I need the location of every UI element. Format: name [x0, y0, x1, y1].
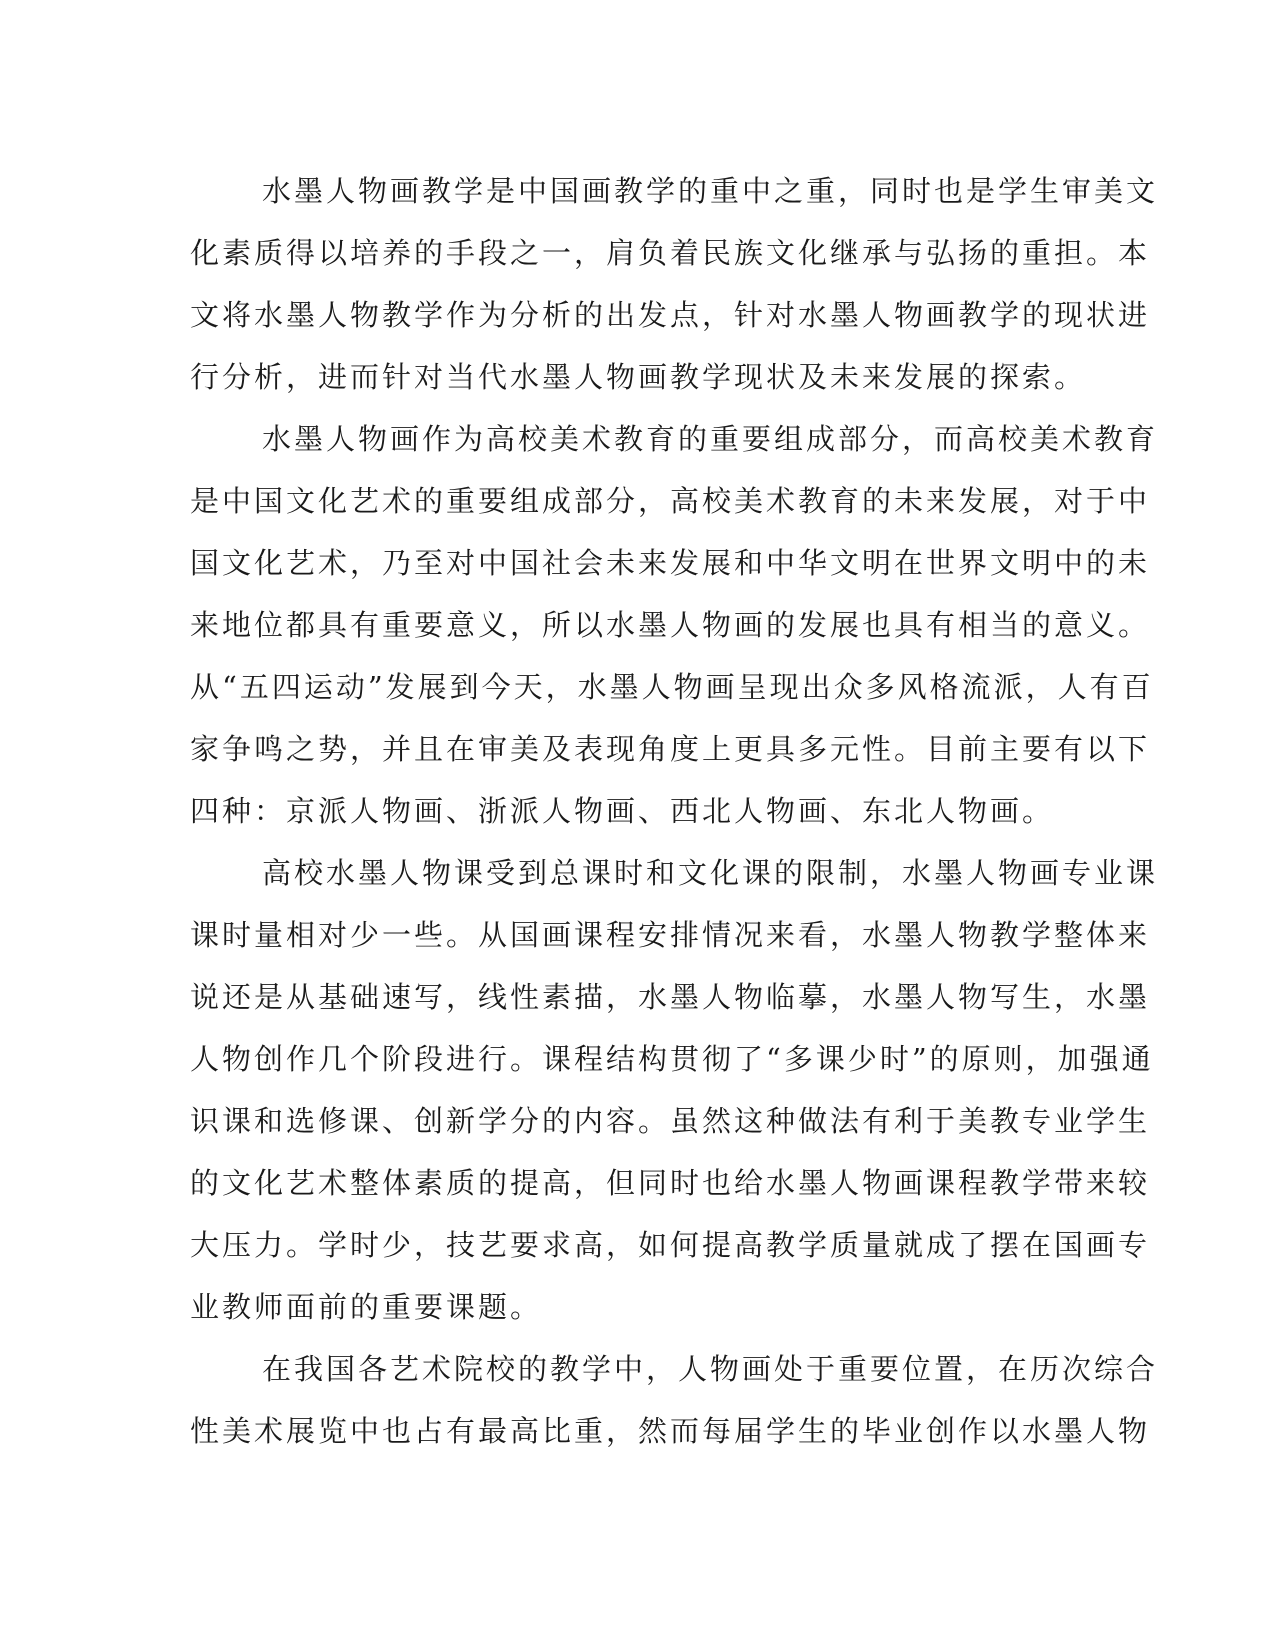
- text-line: 从“五四运动”发展到今天，水墨人物画呈现出众多风格流派，人有百: [190, 670, 1154, 704]
- text-line: 来地位都具有重要意义，所以水墨人物画的发展也具有相当的意义。: [190, 608, 1151, 642]
- text-line: 行分析，进而针对当代水墨人物画教学现状及未来发展的探索。: [190, 360, 1087, 394]
- paragraph-1: [190, 160, 1159, 408]
- text-line: 业教师面前的重要课题。: [190, 1290, 543, 1324]
- text-line: 高校水墨人物课受到总课时和文化课的限制，水墨人物画专业课: [262, 856, 1159, 890]
- paragraph-2: [190, 408, 1159, 842]
- text-line: 的文化艺术整体素质的提高，但同时也给水墨人物画课程教学带来较: [190, 1166, 1151, 1200]
- text-line: 家争鸣之势，并且在审美及表现角度上更具多元性。目前主要有以下: [190, 732, 1151, 766]
- text-line: 人物创作几个阶段进行。课程结构贯彻了“多课少时”的原则，加强通: [190, 1042, 1154, 1076]
- text-line: 说还是从基础速写，线性素描，水墨人物临摹，水墨人物写生，水墨: [190, 980, 1151, 1014]
- text-line: 课时量相对少一些。从国画课程安排情况来看，水墨人物教学整体来: [190, 918, 1151, 952]
- body-text: [190, 160, 1159, 1462]
- text-line: 是中国文化艺术的重要组成部分，高校美术教育的未来发展，对于中: [190, 484, 1151, 518]
- text-line: 性美术展览中也占有最高比重，然而每届学生的毕业创作以水墨人物: [190, 1414, 1151, 1448]
- text-line: 四种：京派人物画、浙派人物画、西北人物画、东北人物画。: [190, 794, 1055, 828]
- text-line: 化素质得以培养的手段之一，肩负着民族文化继承与弘扬的重担。本: [190, 236, 1151, 270]
- text-line: 水墨人物画教学是中国画教学的重中之重，同时也是学生审美文: [262, 174, 1159, 208]
- paragraph-4: [190, 1338, 1159, 1462]
- text-line: 水墨人物画作为高校美术教育的重要组成部分，而高校美术教育: [262, 422, 1159, 456]
- text-line: 文将水墨人物教学作为分析的出发点，针对水墨人物画教学的现状进: [190, 298, 1151, 332]
- text-line: 在我国各艺术院校的教学中，人物画处于重要位置，在历次综合: [262, 1352, 1159, 1386]
- text-line: 大压力。学时少，技艺要求高，如何提高教学质量就成了摆在国画专: [190, 1228, 1151, 1262]
- text-line: 国文化艺术，乃至对中国社会未来发展和中华文明在世界文明中的未: [190, 546, 1151, 580]
- paragraph-3: [190, 842, 1159, 1338]
- text-line: 识课和选修课、创新学分的内容。虽然这种做法有利于美教专业学生: [190, 1104, 1151, 1138]
